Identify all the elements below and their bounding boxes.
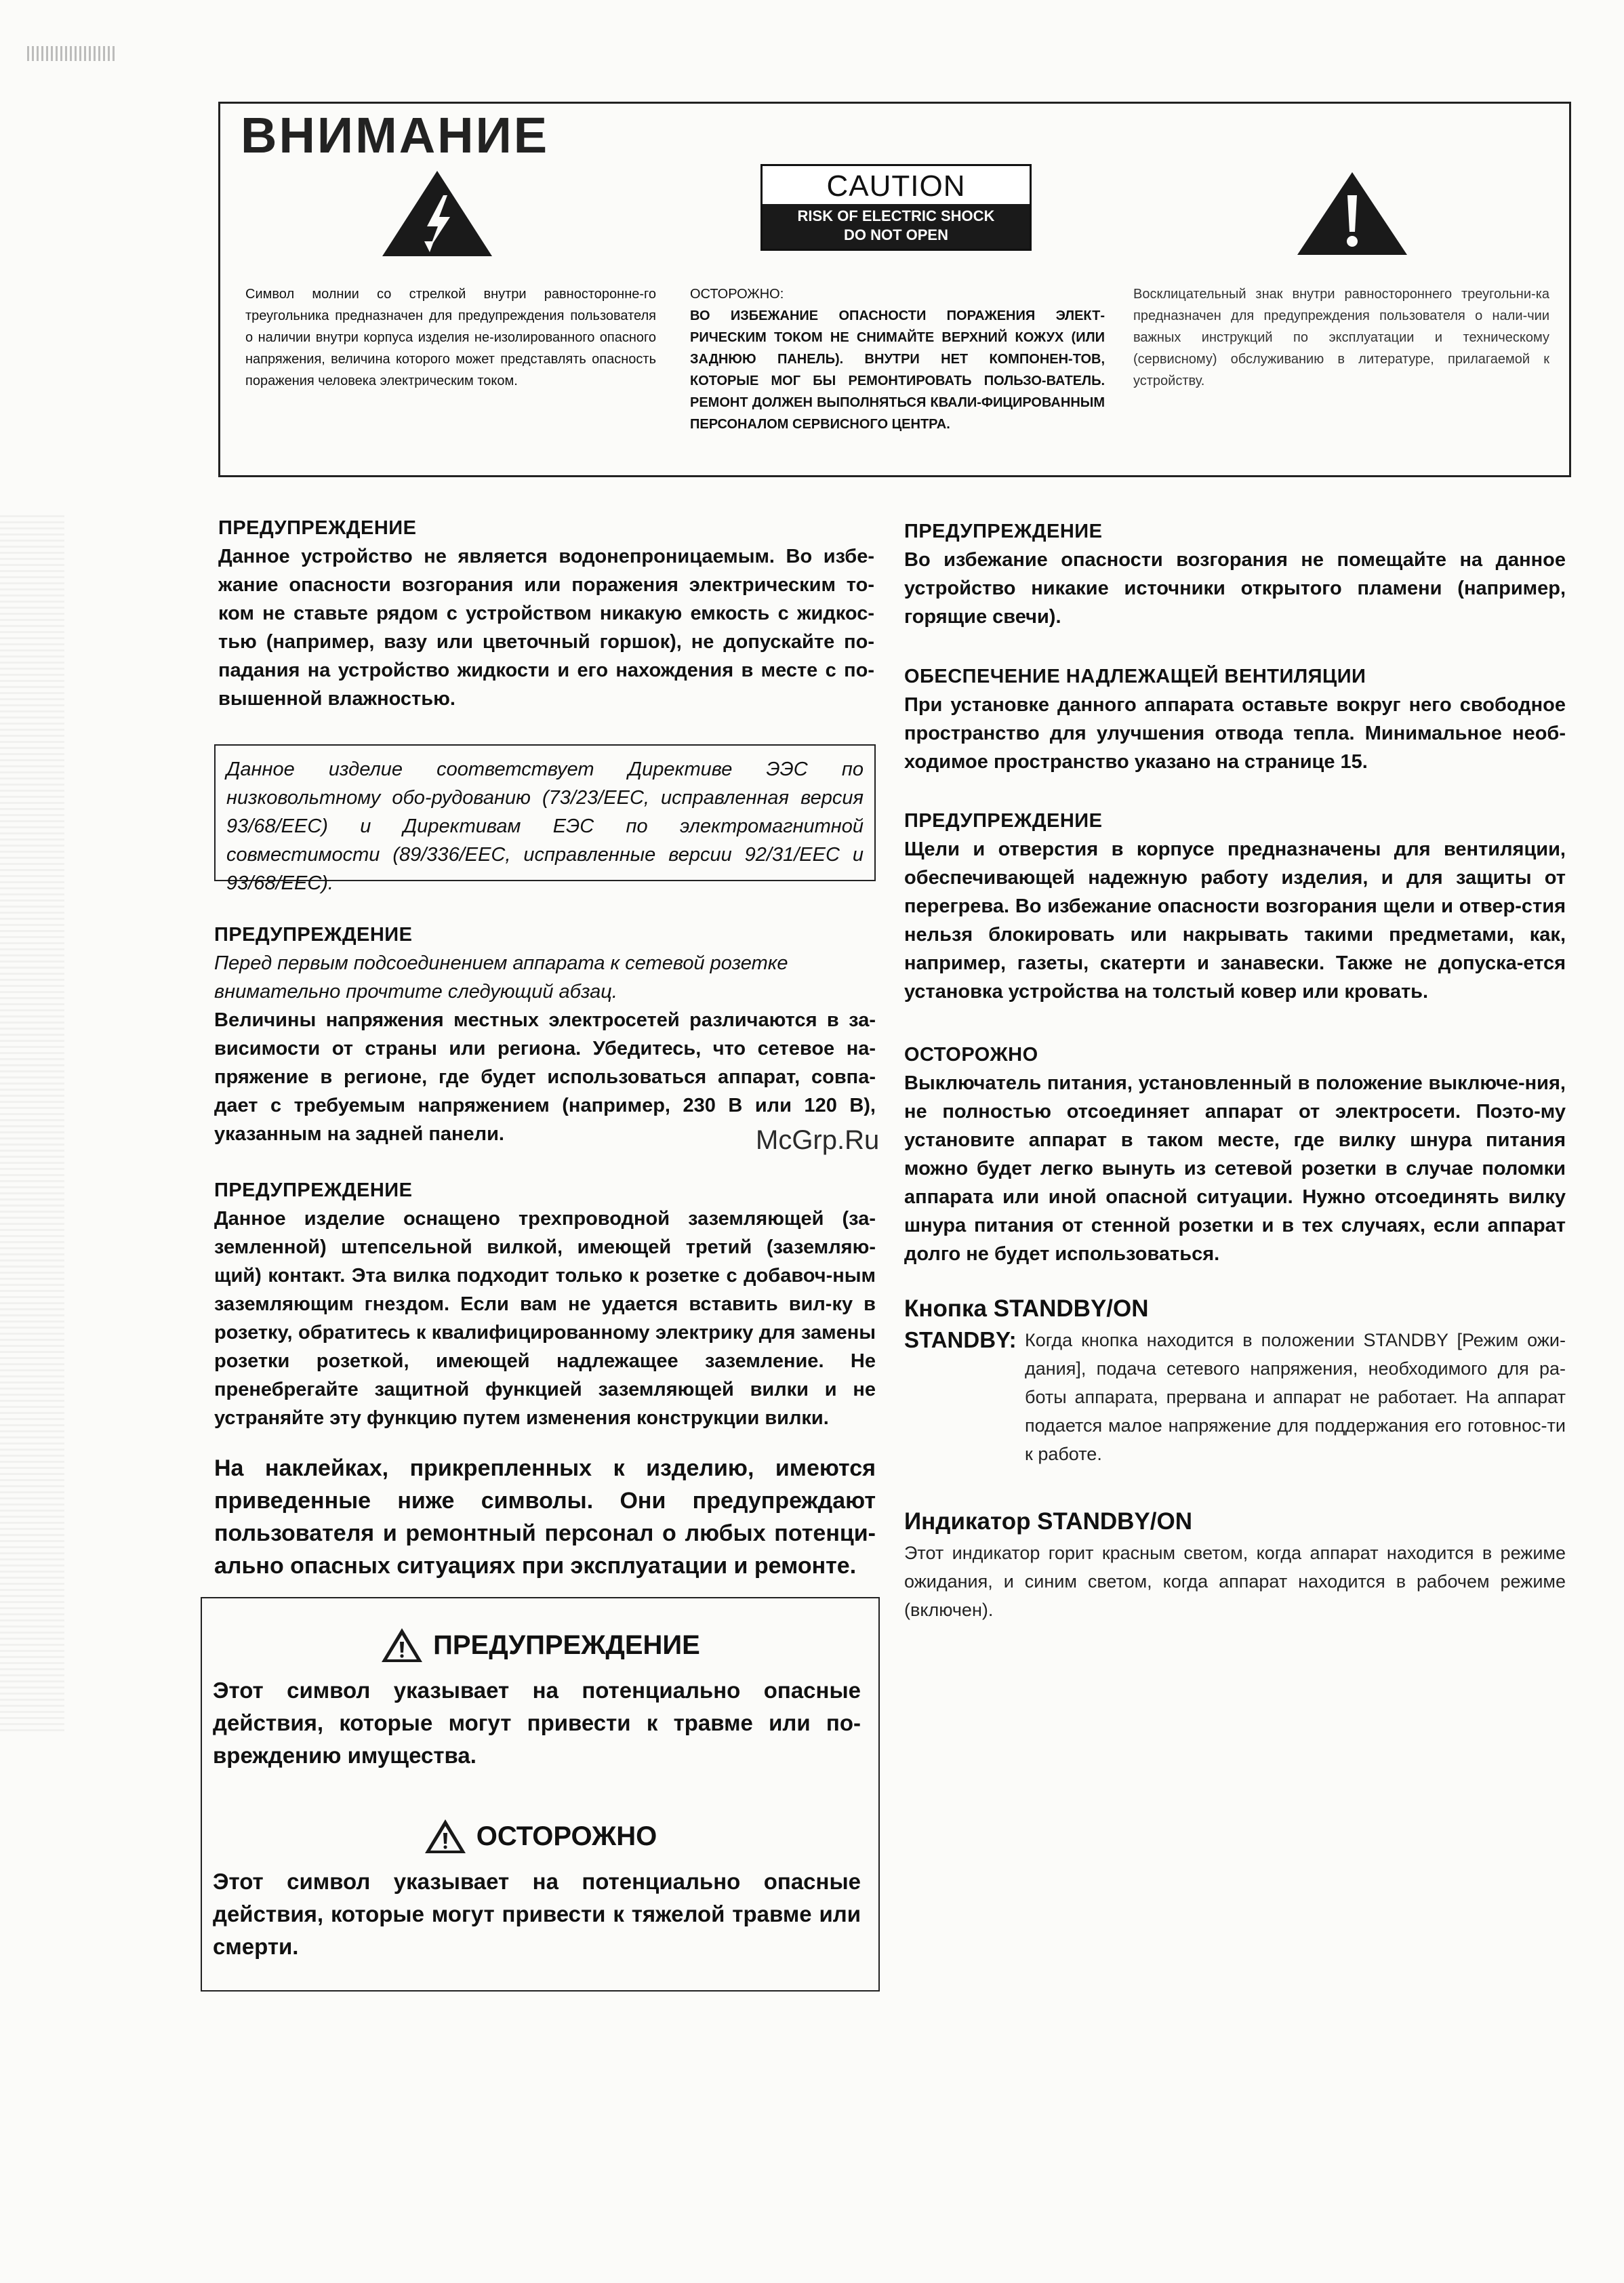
right-warning-1 [904, 521, 1566, 631]
right-caution-title: ОСТОРОЖНО [904, 1044, 1038, 1066]
standby-indicator-text: Этот индикатор горит красным светом, когда аппарат находится в режиме ожидания, и синим светом, когда аппарат находится в рабочем режиме (включен). [904, 1543, 1566, 1620]
symbol-caution-title-row [202, 1818, 878, 1855]
ventilation-section [904, 666, 1566, 776]
warning-triangle-icon [380, 1627, 424, 1663]
ventilation-title: ОБЕСПЕЧЕНИЕ НАДЛЕЖАЩЕЙ ВЕНТИЛЯЦИИ [904, 666, 1366, 687]
symbol-caution-title: ОСТОРОЖНО [476, 1821, 657, 1851]
caution-label-line2: DO NOT OPEN [843, 226, 948, 243]
stickers-text: На наклейках, прикрепленных к изделию, имеются приведенные ниже символы. Они предупреждают пользователя и ремонтный персонал о любых потенци-ально опасных ситуациях при эксплуатации и ремонте. [214, 1455, 876, 1579]
standby-definition [904, 1326, 1566, 1468]
caution-label-line1: RISK OF ELECTRIC SHOCK [797, 207, 995, 224]
right-caution [904, 1044, 1566, 1268]
left-warning-1-title: ПРЕДУПРЕЖДЕНИЕ [218, 517, 417, 539]
standby-button-title: Кнопка STANDBY/ON [904, 1295, 1149, 1322]
standby-indicator-section [904, 1506, 1566, 1624]
symbol-warning-title: ПРЕДУПРЕЖДЕНИЕ [433, 1630, 700, 1660]
right-warning-1-text: Во избежание опасности возгорания не помещайте на данное устройство никакие источники открытого пламени (например, горящие свечи). [904, 549, 1566, 628]
symbol-caution-text: Этот символ указывает на потенциально опасные действия, которые могут привести к тяжелой травме или смерти. [213, 1869, 861, 1959]
left-warning-2-note: Перед первым подсоединением аппарата к сетевой розетке внимательно прочтите следующий абзац. [214, 952, 788, 1003]
scan-artifact-left [0, 515, 64, 1735]
header-col-caution-title: ОСТОРОЖНО: [690, 287, 784, 302]
caution-label-bottom [763, 204, 1030, 249]
exclamation-triangle-icon [1295, 169, 1410, 258]
left-warning-3-title: ПРЕДУПРЕЖДЕНИЕ [214, 1179, 413, 1201]
ventilation-text: При установке данного аппарата оставьте вокруг него свободное пространство для улучшения отвода тепла. Минимальное необ-ходимое пространство указано на странице 15. [904, 694, 1566, 773]
right-warning-2-title: ПРЕДУПРЕЖДЕНИЕ [904, 810, 1103, 832]
left-warning-1-text: Данное устройство не является водонепроницаемым. Во избе-жание опасности возгорания или поражения электрическим то-ком не ставьте рядом с устройством никакую емкость с жидкос-тью (например, вазу или цветочный горшок), не допускайте по-падания на устройство жидкости и его нахождения в месте с по-вышенной влажностью. [218, 546, 874, 710]
header-col-exclamation-text: Восклицательный знак внутри равностороннего треугольни-ка предназначен для предупреждения пользователя о нали-чии важных инструкций по эксплуатации и техническому (сервисному) обслуживанию в литературе, прилагаемой к устройству. [1133, 287, 1549, 388]
left-warning-3-text: Данное изделие оснащено трехпроводной заземляющей (за-земленной) штепсельной вилкой, имеющей третий (заземляю-щий) контакт. Эта вилка подходит только к розетке с добавоч-ным заземляющим гнездом. Если вам не удается вставить вил-ку в розетку, обратитесь к квалифицированному электрику для замены розетки розеткой, имеющей надлежащее заземление. Не пренебрегайте защитной функцией заземляющей вилки и не устраняйте эту функцию путем изменения конструкции вилки. [214, 1208, 876, 1429]
directive-box [214, 744, 876, 894]
lightning-triangle-icon [380, 168, 495, 259]
left-warning-1 [218, 517, 874, 713]
symbol-warning-title-row [202, 1627, 878, 1663]
standby-text: Когда кнопка находится в положении STANDBY [Режим ожи-дания], подача сетевого напряжения, необходимого для ра-боты аппарата, прервана и аппарат не работает. На аппарат подается малое напряжение для поддержания его готовнос-ти к работе. [1025, 1330, 1566, 1464]
header-col-lightning-text: Символ молнии со стрелкой внутри равносторонне-го треугольника предназначен для предупреждения пользователя о наличии внутри корпуса изделия не-изолированного опасного напряжения, величина которого может представлять опасность поражения человека электрическим током. [245, 287, 656, 388]
standby-indicator-title: Индикатор STANDBY/ON [904, 1508, 1192, 1535]
standby-button-section [904, 1293, 1566, 1468]
directive-text: Данное изделие соответствует Директиве ЭЭС по низковольтному обо-рудованию (73/23/EEC, исправленная версия 93/68/EEC) и Директивам ЕЭС по электромагнитной совместимости (89/336/EEC, исправленные версии 92/31/EEC и 93/68/EEC). [226, 759, 864, 894]
standby-label: STANDBY: [904, 1327, 1017, 1352]
left-warning-3 [214, 1179, 876, 1432]
header-col-caution-text: ВО ИЗБЕЖАНИЕ ОПАСНОСТИ ПОРАЖЕНИЯ ЭЛЕКТ-РИЧЕСКИМ ТОКОМ НЕ СНИМАЙТЕ ВЕРХНИЙ КОЖУХ (ИЛИ ЗАДНЮЮ ПАНЕЛЬ). ВНУТРИ НЕТ КОМПОНЕН-ТОВ, КОТОРЫЕ МОГ БЫ РЕМОНТИРОВАТЬ ПОЛЬЗО-ВАТЕЛЬ. РЕМОНТ ДОЛЖЕН ВЫПОЛНЯТЬСЯ КВАЛИ-ФИЦИРОВАННЫМ ПЕРСОНАЛОМ СЕРВИСНОГО ЦЕНТРА. [690, 308, 1105, 432]
left-warning-2-title: ПРЕДУПРЕЖДЕНИЕ [214, 924, 413, 946]
header-col-caution [690, 283, 1105, 435]
watermark: McGrp.Ru [756, 1125, 880, 1155]
right-warning-2-text: Щели и отверстия в корпусе предназначены для вентиляции, обеспечивающей надежную работу изделия, и для защиты от перегрева. Во избежание опасности возгорания щели и отвер-стия нельзя блокировать или накрывать такими предметами, как, например, газеты, скатерти и занавески. Также не допуска-ется установка устройства на толстый ковер или кровать. [904, 839, 1566, 1003]
right-warning-2 [904, 810, 1566, 1006]
right-caution-text: Выключатель питания, установленный в положение выключе-ния, не полностью отсоединяет аппарат от электросети. Поэто-му установите аппарат в таком месте, где вилку шнура питания можно будет легко вынуть из сетевой розетки в случае поломки аппарата или иной опасной ситуации. Нужно отсоединять вилку шнура питания от стенной розетки и в тех случаях, если аппарат долго не будет использоваться. [904, 1072, 1566, 1265]
left-warning-2-text: Величины напряжения местных электросетей различаются в за-висимости от страны или региона. Убедитесь, что сетевое на-пряжение в регионе, где будет использоваться аппарат, совпа-дает с требуемым напряжением (например, 230 В или 120 В), указанным на задней панели. [214, 1009, 876, 1145]
scan-artifact-top [27, 46, 115, 61]
left-warning-2 [214, 924, 876, 1148]
header-title: ВНИМАНИЕ [241, 107, 550, 163]
symbol-warning-text: Этот символ указывает на потенциально опасные действия, которые могут привести к травме или по-вреждению имущества. [213, 1678, 861, 1768]
caution-label [760, 164, 1032, 251]
right-warning-1-title: ПРЕДУПРЕЖДЕНИЕ [904, 521, 1103, 542]
symbols-box [201, 1597, 880, 1992]
caution-label-top: CAUTION [826, 169, 966, 203]
caution-triangle-icon [424, 1818, 467, 1855]
